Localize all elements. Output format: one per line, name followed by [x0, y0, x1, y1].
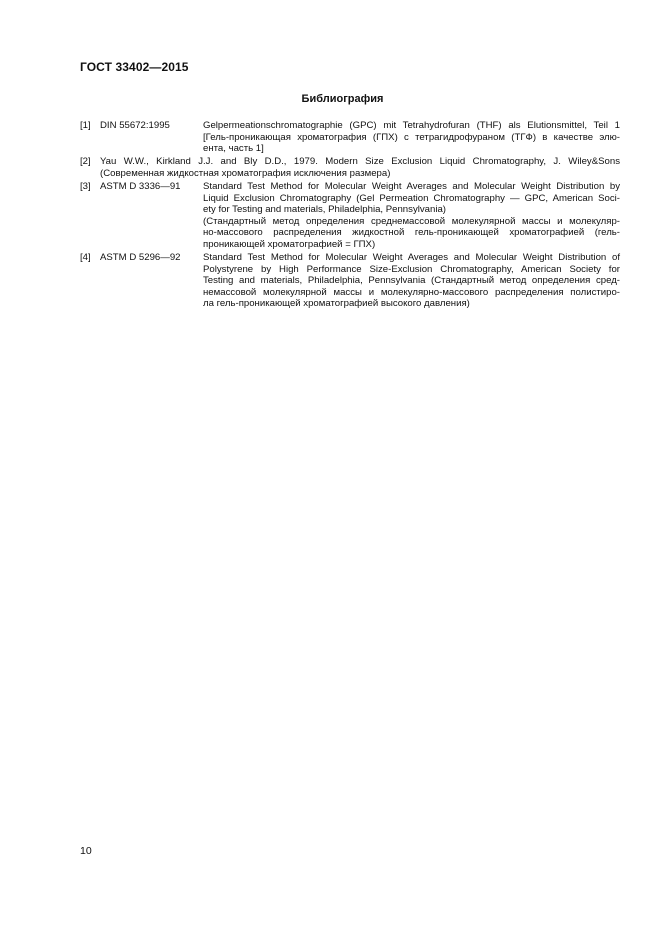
bibliography-list	[80, 120, 620, 312]
entry-text-line: Standard Test Method for Molecular Weight Averages and Molecular Weight Distribution by	[203, 180, 620, 192]
bibliography-entry-1	[80, 120, 620, 155]
entry-text-line: ety for Testing and materials, Philadelphia, Pennsylvania)	[203, 204, 447, 216]
entry-number: [2]	[80, 156, 91, 168]
entry-text	[203, 181, 620, 251]
bibliography-title: Библиография	[301, 93, 384, 105]
entry-text-line: Standard Test Method for Molecular Weight Averages and Molecular Weight Distribution of	[203, 252, 620, 264]
entry-number: [4]	[80, 252, 91, 264]
entry-text-line: немассовой молекулярной массы и молекулярно-массового распределения полистиро-	[203, 286, 620, 298]
entry-text-line: (Современная жидкостная хроматография исключения размера)	[100, 167, 391, 179]
entry-text-line: Gelpermeationschromatographie (GPC) mit Tetrahydrofuran (THF) als Elutionsmittel, Teil 1	[203, 120, 620, 131]
entry-text-line: Testing and materials, Philadelphia, Pennsylvania (Стандартный метод определения сред-	[203, 275, 620, 287]
bibliography-entry-4	[80, 252, 620, 310]
entry-text-line: ента, часть 1]	[203, 143, 264, 155]
entry-number: [1]	[80, 120, 91, 131]
entry-number: [3]	[80, 180, 91, 192]
entry-standard-code: DIN 55672:1995	[100, 120, 170, 131]
entry-text	[203, 120, 620, 155]
entry-text	[203, 252, 620, 310]
entry-standard-code: ASTM D 5296—92	[100, 252, 181, 264]
entry-text-line: Yau W.W., Kirkland J.J. and Bly D.D., 1979. Modern Size Exclusion Liquid Chromatography, J. Wiley&Sons	[100, 156, 620, 168]
entry-text-line: Liquid Exclusion Chromatography (Gel Permeation Chromatography — GPC, American Soci-	[203, 192, 620, 204]
standard-designation: ГОСТ 33402—2015	[80, 60, 189, 74]
entry-text-line: (Стандартный метод определения среднемассовой молекулярной массы и молекуляр-	[203, 215, 620, 227]
entry-text-line: но-массового распределения жидкостной гель-проникающей хроматографией (гель-	[203, 227, 620, 239]
entry-text-line: проникающей хроматографией = ГПХ)	[203, 238, 376, 250]
entry-text-line: Polystyrene by High Performance Size-Exclusion Chromatography, American Society for	[203, 263, 620, 275]
entry-text-line: [Гель-проникающая хроматография (ГПХ) с тетрагидрофураном (ТГФ) в качестве элю-	[203, 131, 620, 143]
entry-standard-code: ASTM D 3336—91	[100, 180, 181, 192]
bibliography-entry-2	[80, 156, 620, 179]
bibliography-entry-3	[80, 181, 620, 251]
bibliography-heading	[0, 93, 661, 105]
entry-text	[100, 156, 620, 179]
page-number: 10	[80, 845, 92, 857]
entry-text-line: ла гель-проникающей хроматографией высокого давления)	[203, 298, 470, 310]
